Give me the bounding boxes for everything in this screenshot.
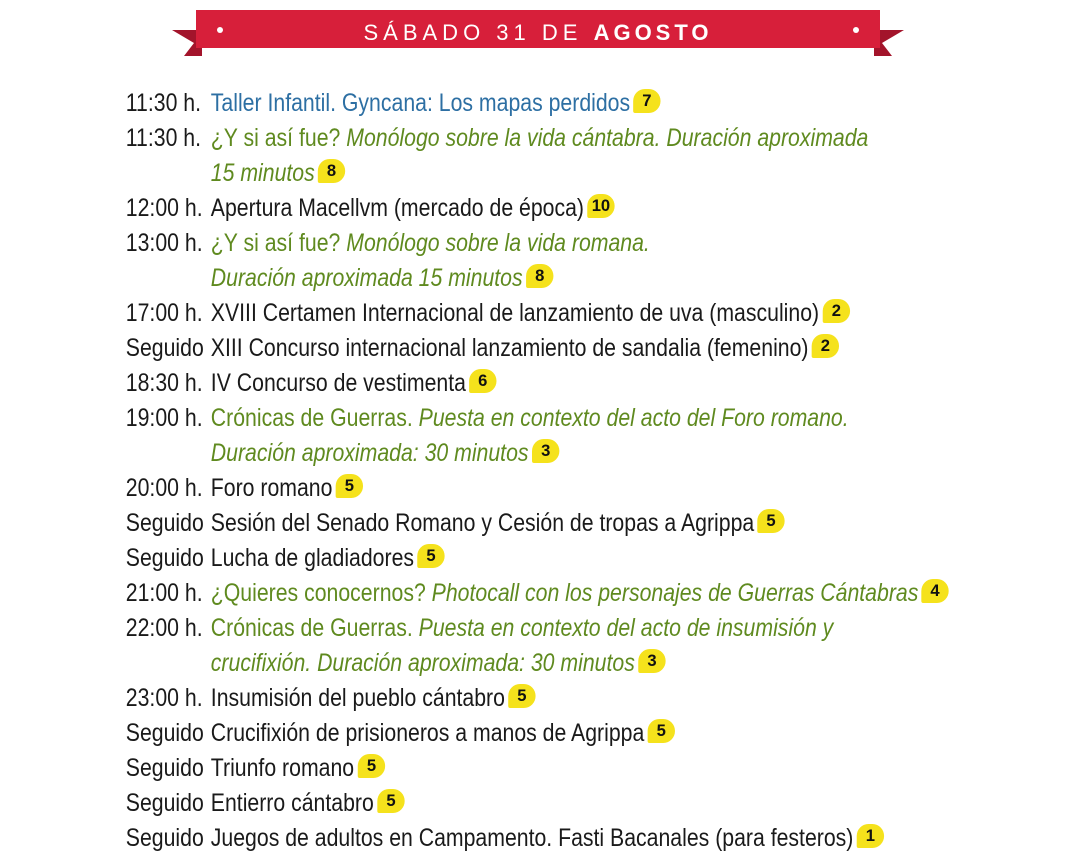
schedule-line [0,401,918,436]
event-time: 11:30 h. [125,89,202,117]
event-text: Monólogo sobre la vida romana. [340,229,650,257]
location-pin-icon: 3 [532,439,559,463]
event-text: Lucha de gladiadores [210,544,415,572]
location-pin-icon: 1 [857,824,884,848]
schedule-entry [0,191,1080,226]
event-description [211,611,834,646]
event-description [211,296,848,331]
event-description [211,261,552,296]
location-pin-icon: 5 [377,789,404,813]
event-description [211,821,882,856]
event-description [211,576,947,611]
schedule-entry [0,401,1080,471]
location-pin-icon: 5 [357,754,384,778]
schedule-entry [0,121,1080,191]
event-description [211,646,664,681]
event-text: Puesta en contexto del acto del Foro romano. [412,404,849,432]
location-pin-icon: 2 [822,299,849,323]
location-pin-icon: 5 [648,719,675,743]
event-time: 17:00 h. [125,299,203,327]
event-text: XIII Concurso internacional lanzamiento de sandalia (femenino) [210,334,809,362]
event-time: 19:00 h. [125,404,203,432]
location-pin-icon: 10 [587,194,614,218]
schedule-line [0,716,918,751]
event-description [211,226,650,261]
event-text: Crónicas de Guerras. [210,404,413,432]
event-text: Puesta en contexto del acto de insumisión y [412,614,834,642]
location-pin-icon: 5 [508,684,535,708]
schedule-line [0,366,918,401]
event-text: ¿Quieres conocernos? [210,579,426,607]
event-time: Seguido [125,334,204,362]
schedule-line [0,576,940,611]
location-pin-icon: 2 [812,334,839,358]
event-description [211,506,783,541]
event-time: Seguido [125,719,204,747]
event-text: crucifixión. Duración aproximada: 30 minutos [210,649,635,677]
event-time: 21:00 h. [125,579,203,607]
schedule-line [0,156,918,191]
schedule-entry [0,331,1080,366]
schedule-line [0,611,918,646]
schedule-entry [0,296,1080,331]
event-text: Duración aproximada 15 minutos [210,264,523,292]
event-text: Foro romano [210,474,333,502]
event-description [211,751,383,786]
location-pin-icon: 7 [633,89,660,113]
schedule-line [0,86,918,121]
schedule-entry [0,226,1080,296]
schedule-line [0,331,918,366]
date-banner [172,8,904,58]
location-pin-icon: 3 [638,649,665,673]
event-text: Duración aproximada: 30 minutos [210,439,529,467]
event-time: 13:00 h. [125,229,203,257]
event-time: 22:00 h. [125,614,203,642]
event-description [211,716,673,751]
event-description [211,331,838,366]
schedule-line [0,506,918,541]
event-time: Seguido [125,509,204,537]
schedule-list [0,86,1080,856]
event-time: Seguido [125,789,204,817]
schedule-entry [0,86,1080,121]
schedule-entry [0,506,1080,541]
schedule-entry [0,471,1080,506]
event-description [211,471,362,506]
event-text: Entierro cántabro [210,789,374,817]
event-text: Crucifixión de prisioneros a manos de Agrippa [210,719,645,747]
schedule-line [0,751,918,786]
event-description [211,681,534,716]
event-time: 18:30 h. [125,369,203,397]
schedule-line [0,471,918,506]
event-text: Monólogo sobre la vida cántabra. Duración aproximada [340,124,869,152]
schedule-entry [0,366,1080,401]
event-text: ¿Y si así fue? [210,124,341,152]
event-text: XVIII Certamen Internacional de lanzamiento de uva (masculino) [210,299,820,327]
schedule-line [0,191,918,226]
schedule-line [0,681,918,716]
banner-date [172,20,904,46]
banner-date-prefix: SÁBADO 31 DE [363,20,583,45]
event-description [211,541,443,576]
event-text: 15 minutos [210,159,315,187]
event-description [211,436,558,471]
event-text: Sesión del Senado Romano y Cesión de tropas a Agrippa [210,509,755,537]
event-description [211,121,869,156]
location-pin-icon: 6 [469,369,496,393]
schedule-entry [0,821,1080,856]
location-pin-icon: 5 [336,474,363,498]
event-description [211,156,344,191]
event-time: 20:00 h. [125,474,203,502]
event-description [211,786,403,821]
location-pin-icon: 4 [922,579,949,603]
schedule-entry [0,716,1080,751]
location-pin-icon: 8 [526,264,553,288]
event-description [211,86,659,121]
event-text: Taller Infantil. Gyncana: Los mapas perdidos [210,89,631,117]
schedule-entry [0,611,1080,681]
location-pin-icon: 8 [318,159,345,183]
schedule-line [0,436,918,471]
event-description [211,401,849,436]
event-time: 23:00 h. [125,684,203,712]
event-text: Triunfo romano [210,754,355,782]
schedule-entry [0,786,1080,821]
schedule-line [0,541,918,576]
schedule-line [0,786,918,821]
event-time: 11:30 h. [125,124,202,152]
banner-month: AGOSTO [593,20,713,45]
event-text: Apertura Macellvm (mercado de época) [210,194,585,222]
event-text: Insumisión del pueblo cántabro [210,684,505,712]
schedule-line [0,821,918,856]
event-time: 12:00 h. [125,194,203,222]
location-pin-icon: 5 [758,509,785,533]
schedule-entry [0,576,1080,611]
event-time: Seguido [125,544,204,572]
event-text: ¿Y si así fue? [210,229,341,257]
event-text: Photocall con los personajes de Guerras Cántabras [425,579,919,607]
event-text: IV Concurso de vestimenta [210,369,466,397]
event-text: Crónicas de Guerras. [210,614,413,642]
schedule-line [0,646,918,681]
event-text: Juegos de adultos en Campamento. Fasti Bacanales (para festeros) [210,824,854,852]
schedule-entry [0,681,1080,716]
location-pin-icon: 5 [417,544,444,568]
schedule-line [0,296,918,331]
schedule-line [0,226,918,261]
schedule-entry [0,751,1080,786]
event-description [211,191,613,226]
schedule-entry [0,541,1080,576]
event-description [211,366,495,401]
event-time: Seguido [125,754,204,782]
schedule-line [0,261,918,296]
schedule-line [0,121,918,156]
event-time: Seguido [125,824,204,852]
